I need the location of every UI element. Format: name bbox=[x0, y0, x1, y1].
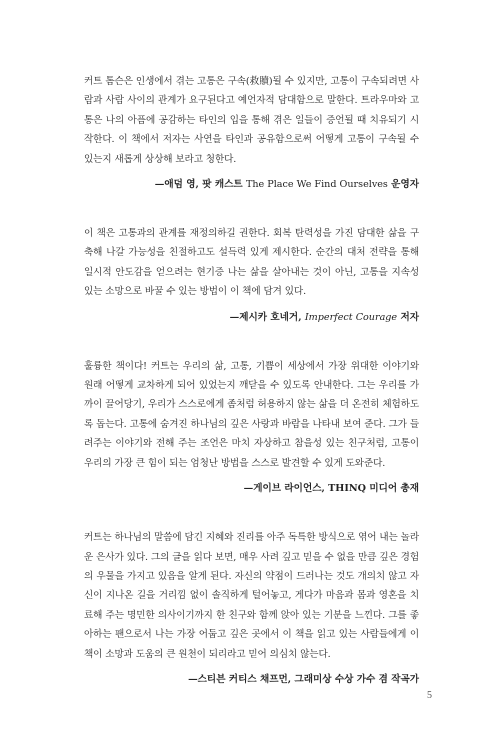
endorsement-attribution bbox=[84, 177, 419, 193]
attribution-role: 운영자 bbox=[387, 179, 419, 191]
endorsement-3 bbox=[84, 357, 419, 497]
attribution-name: —게이브 라이언스, THINQ 미디어 총재 bbox=[243, 483, 419, 495]
attribution-name: —제시카 호네거, bbox=[229, 311, 305, 323]
attribution-role: 저자 bbox=[397, 311, 419, 323]
endorsement-1 bbox=[84, 72, 419, 193]
endorsements-page bbox=[84, 72, 419, 688]
endorsement-quote: 커트는 하나님의 말씀에 담긴 지혜와 진리를 아주 독특한 방식으로 엮어 내는 놀라운 은사가 있다. 그의 글을 읽다 보면, 매우 사려 깊고 믿을 수 없을 만큼 깊은 경험의 우물을 가지고 있음을 알게 된다. 자신의 약점이 드러나는 것도 개의치 않고 자신이 지나온 길을 거리낌 없이 솔직하게 털어놓고, 게다가 마음과 몸과 영혼을 치료해 주는 명민한 의사이기까지 한 친구와 함께 앉아 있는 기분을 느낀다. 그를 좋아하는 팬으로서 나는 가장 어둡고 깊은 곳에서 이 책을 읽고 있는 사람들에게 이 책이 소망과 도움의 큰 원천이 되리라고 믿어 의심치 않는다. bbox=[84, 532, 419, 660]
attribution-name: —애덤 영, 팟 캐스트 bbox=[154, 179, 246, 191]
endorsement-attribution bbox=[84, 310, 419, 326]
attribution-work-title: The Place We Find Ourselves bbox=[245, 179, 388, 191]
endorsement-attribution bbox=[84, 481, 419, 497]
endorsement-4 bbox=[84, 528, 419, 688]
endorsement-quote: 이 책은 고통과의 관계를 재정의하길 권한다. 회복 탄력성을 가진 담대한 삶을 구축해 나갈 가능성을 친절하고도 설득력 있게 제시한다. 순간의 대처 전략을 통해 일시적 안도감을 얻으려는 현기증 나는 삶을 살아내는 것이 아닌, 고통을 지속성 있는 소망으로 바꿀 수 있는 방법이 이 책에 담겨 있다. bbox=[84, 228, 419, 298]
attribution-work-title: Imperfect Courage bbox=[304, 311, 398, 323]
endorsement-2 bbox=[84, 224, 419, 326]
attribution-name: —스티븐 커티스 채프먼, 그래미상 수상 가수 겸 작곡가 bbox=[188, 673, 419, 685]
endorsement-quote: 커트 톰슨은 인생에서 겪는 고통은 구속(救贖)될 수 있지만, 고통이 구속되려면 사람과 사람 사이의 관계가 요구된다고 예언자적 담대함으로 말한다. 트라우마와 고통은 나의 아픔에 공감하는 타인의 입을 통해 겪은 일들이 증언될 때 치유되기 시작한다. 이 책에서 저자는 사연을 타인과 공유함으로써 어떻게 고통이 구속될 수 있는지 새롭게 상상해 보라고 청한다. bbox=[84, 76, 419, 165]
endorsement-quote: 훌륭한 책이다! 커트는 우리의 삶, 고통, 기쁨이 세상에서 가장 위대한 이야기와 원래 어떻게 교차하게 되어 있었는지 깨닫을 수 있도록 안내한다. 그는 우리를 가까이 끌어당기, 우리가 스스로에게 좀처럼 허용하지 않는 삶을 더 온전히 체험하도록 돕는다. 고통에 숨겨진 하나님의 깊은 사랑과 바람을 나타내 보여 준다. 그가 들려주는 이야기와 전해 주는 조언은 마치 자상하고 참을성 있는 친구처럼, 고통이 우리의 가장 큰 힘이 되는 엄청난 방법을 스스로 발견할 수 있게 도와준다. bbox=[84, 360, 419, 469]
endorsement-attribution bbox=[84, 672, 419, 688]
page-number: 5 bbox=[427, 690, 432, 701]
